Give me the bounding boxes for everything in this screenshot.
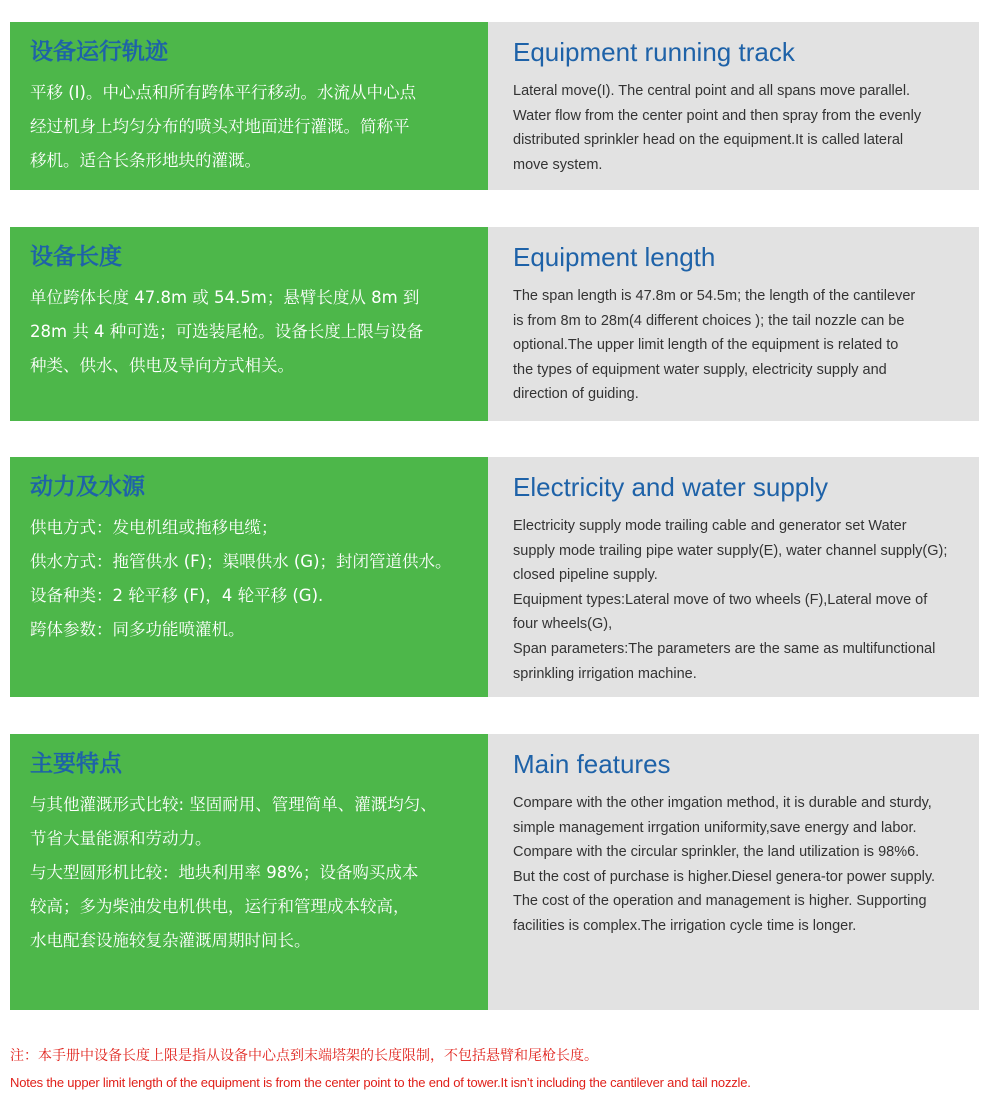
en-text-line: Lateral move(I). The central point and all spans move parallel. — [513, 83, 911, 99]
cn-text-line: 供电方式：发电机组或拖移电缆； — [30, 518, 278, 537]
en-text-line: Compare with the other imgation method, it is durable and sturdy, — [513, 795, 932, 811]
en-section-title: Electricity and water supply — [513, 472, 829, 502]
cn-text-line: 供水方式：拖管供水 (F)；渠喂供水 (G)；封闭管道供水。 — [30, 552, 452, 571]
en-text-line: The span length is 47.8m or 54.5m; the length of the cantilever — [513, 288, 916, 304]
cn-text-line: 种类、供水、供电及导向方式相关。 — [30, 356, 294, 375]
en-text-line: But the cost of purchase is higher.Diesel genera-tor power supply. — [513, 868, 936, 885]
en-text-line: Span parameters:The parameters are the same as multifunctional — [513, 640, 936, 657]
cn-panel — [10, 457, 488, 697]
cn-text-line: 经过机身上均匀分布的喷头对地面进行灌溉。简称平 — [30, 117, 410, 136]
cn-section-title: 主要特点 — [30, 751, 122, 777]
en-panel — [488, 227, 979, 421]
en-text-line: optional.The upper limit length of the equipment is related to — [513, 337, 899, 354]
cn-section-title: 设备长度 — [30, 244, 122, 270]
en-text-line: simple management irrgation uniformity,save energy and labor. — [513, 819, 917, 836]
en-text-line: Compare with the circular sprinkler, the land utilization is 98%6. — [513, 844, 920, 861]
cn-text-line: 28m 共 4 种可选；可选装尾枪。设备长度上限与设备 — [30, 322, 424, 341]
section-main-features — [10, 734, 979, 1010]
en-text-line: Equipment types:Lateral move of two wheels (F),Lateral move of — [513, 591, 928, 608]
cn-text-line: 移机。适合长条形地块的灌溉。 — [30, 151, 261, 170]
en-text-line: sprinkling irrigation machine. — [513, 665, 697, 682]
cn-text-line: 水电配套设施较复杂灌溉周期时间长。 — [30, 931, 311, 950]
footnote-en: Notes the upper limit length of the equipment is from the center point to the end of tower.It isn’t including the cantilever and tail nozzle. — [10, 1075, 751, 1090]
en-text-line: facilities is complex.The irrigation cycle time is longer. — [513, 917, 857, 934]
en-text-line: move system. — [513, 156, 603, 173]
en-section-title: Equipment length — [513, 242, 716, 272]
en-panel — [488, 457, 979, 697]
cn-section-title: 动力及水源 — [30, 474, 145, 500]
cn-text-line: 节省大量能源和劳动力。 — [30, 829, 212, 848]
cn-panel — [10, 227, 488, 421]
en-text-line: four wheels(G), — [513, 616, 613, 633]
en-text-line: Electricity supply mode trailing cable and generator set Water — [513, 518, 907, 534]
en-text-line: supply mode trailing pipe water supply(E), water channel supply(G); — [513, 542, 948, 559]
footnote-cn: 注：本手册中设备长度上限是指从设备中心点到末端塔架的长度限制，不包括悬臂和尾枪长度。 — [10, 1048, 598, 1064]
en-text-line: distributed sprinkler head on the equipment.It is called lateral — [513, 132, 904, 149]
cn-panel — [10, 734, 488, 1010]
section-running-track — [10, 22, 979, 190]
en-text-line: Water flow from the center point and then spray from the evenly — [513, 107, 922, 124]
cn-section-title: 设备运行轨迹 — [30, 39, 168, 65]
en-text-line: direction of guiding. — [513, 386, 639, 403]
cn-text-line: 设备种类：2 轮平移 (F)，4 轮平移 (G). — [30, 586, 324, 605]
en-text-line: is from 8m to 28m(4 different choices ); the tail nozzle can be — [513, 312, 905, 329]
cn-text-line: 平移 (I)。中心点和所有跨体平行移动。水流从中心点 — [30, 83, 416, 102]
en-panel — [488, 22, 979, 190]
cn-text-line: 单位跨体长度 47.8m 或 54.5m；悬臂长度从 8m 到 — [30, 288, 420, 307]
section-equipment-length — [10, 227, 979, 421]
cn-text-line: 较高；多为柴油发电机供电，运行和管理成本较高， — [30, 897, 410, 916]
en-text-line: closed pipeline supply. — [513, 567, 658, 584]
en-section-title: Main features — [513, 749, 671, 779]
en-panel — [488, 734, 979, 1010]
cn-text-line: 与大型圆形机比较：地块利用率 98%；设备购买成本 — [30, 863, 419, 882]
en-section-title: Equipment running track — [513, 37, 795, 67]
cn-text-line: 与其他灌溉形式比较: 坚固耐用、管理简单、灌溉均匀、 — [30, 795, 437, 814]
cn-text-line: 跨体参数：同多功能喷灌机。 — [30, 620, 245, 639]
cn-panel — [10, 22, 488, 190]
en-text-line: the types of equipment water supply, electricity supply and — [513, 361, 887, 378]
en-text-line: The cost of the operation and management is higher. Supporting — [513, 893, 927, 910]
section-electricity-water — [10, 457, 979, 697]
